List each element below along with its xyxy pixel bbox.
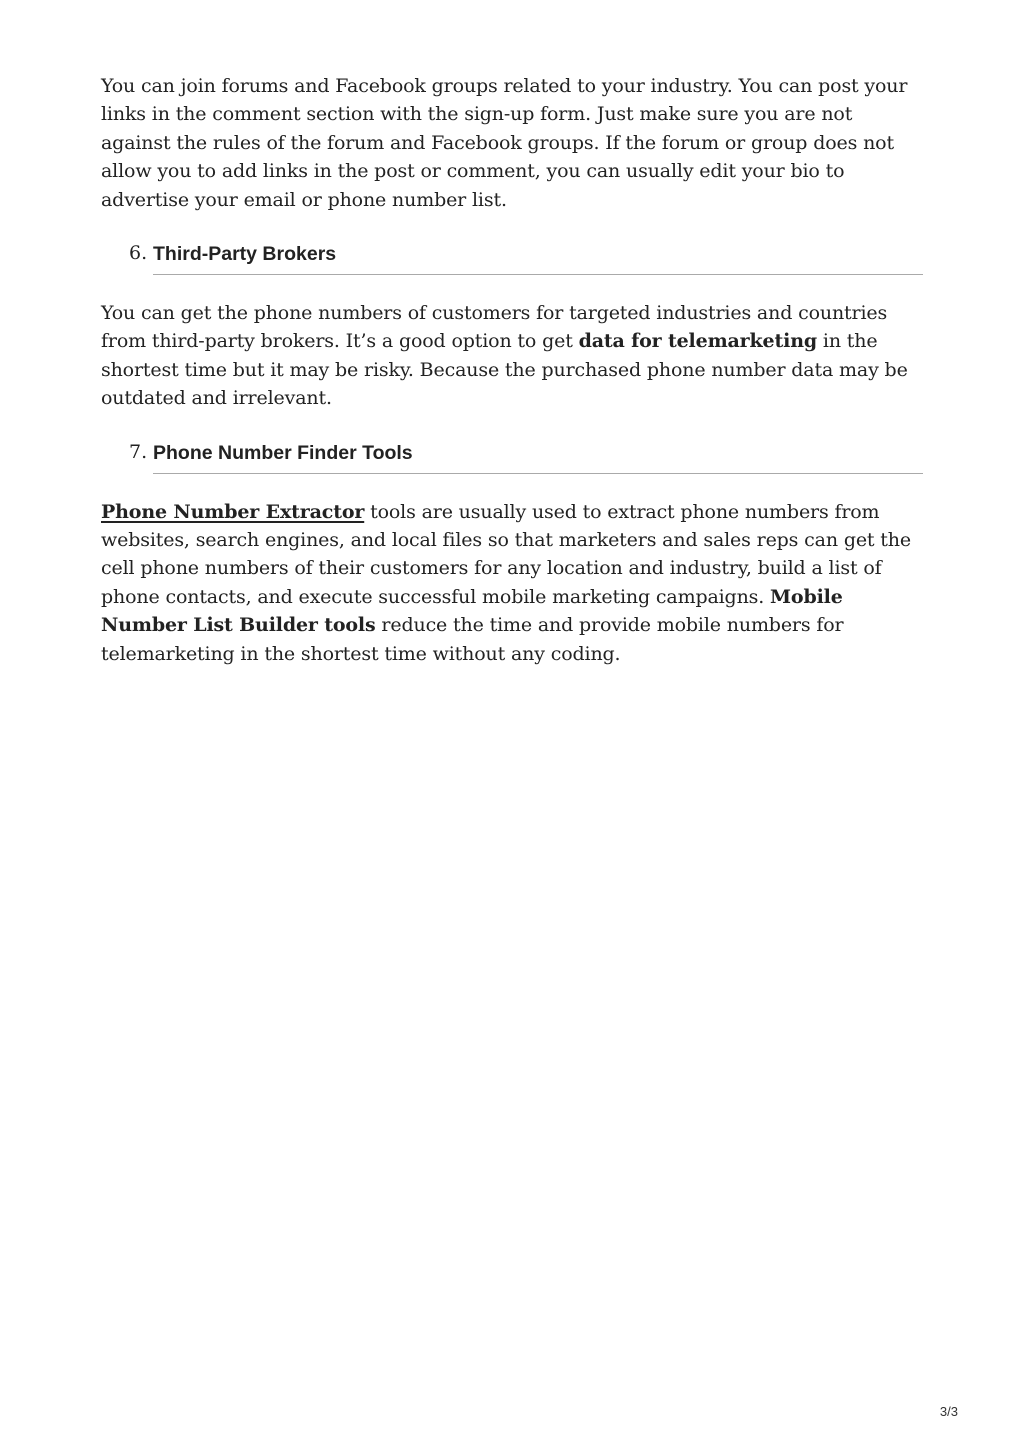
- intro-paragraph: You can join forums and Facebook groups related to your industry. You can post your links in the comment section with the sign-up form. Just make sure you are not against the rules of the forum and Facebook groups. If the forum or group does not allow you to add links in the post or comment, you can usually edit your bio to advertise your email or phone number list.: [101, 75, 908, 211]
- section-6-paragraph: [101, 299, 923, 413]
- section-6-number: 6.: [129, 242, 148, 265]
- section-6-title: Third-Party Brokers: [153, 243, 337, 266]
- phone-number-extractor-link[interactable]: Phone Number Extractor: [101, 500, 365, 523]
- section-7-paragraph: [101, 498, 923, 668]
- section-6-bold-text: data for telemarketing: [578, 330, 817, 353]
- document-page: [101, 72, 923, 668]
- section-6-heading: [101, 239, 923, 277]
- section-7-bold-text: Mobile Number List Builder tools: [101, 585, 843, 637]
- section-6-text-part2: in the shortest time but it may be risky. Because the purchased phone number data may be outdated and irrelevant.: [101, 330, 908, 410]
- section-7-divider: [153, 473, 923, 474]
- section-6-text-part1: You can get the phone numbers of customers for targeted industries and countries from third-party brokers. It’s a good option to get: [101, 302, 888, 353]
- section-7-title: Phone Number Finder Tools: [153, 441, 413, 464]
- section-7-heading: [101, 438, 923, 476]
- section-6-divider: [153, 274, 923, 275]
- section-7-text-part2: reduce the time and provide mobile numbers for telemarketing in the shortest time without any coding.: [101, 614, 844, 665]
- page-number: 3/3: [939, 1404, 958, 1419]
- section-7-number: 7.: [129, 440, 148, 463]
- section-7-text-part1: tools are usually used to extract phone numbers from websites, search engines, and local files so that marketers and sales reps can get the cell phone numbers of their customers for any location and industry, build a list of phone contacts, and execute successful mobile marketing campaigns.: [101, 500, 911, 608]
